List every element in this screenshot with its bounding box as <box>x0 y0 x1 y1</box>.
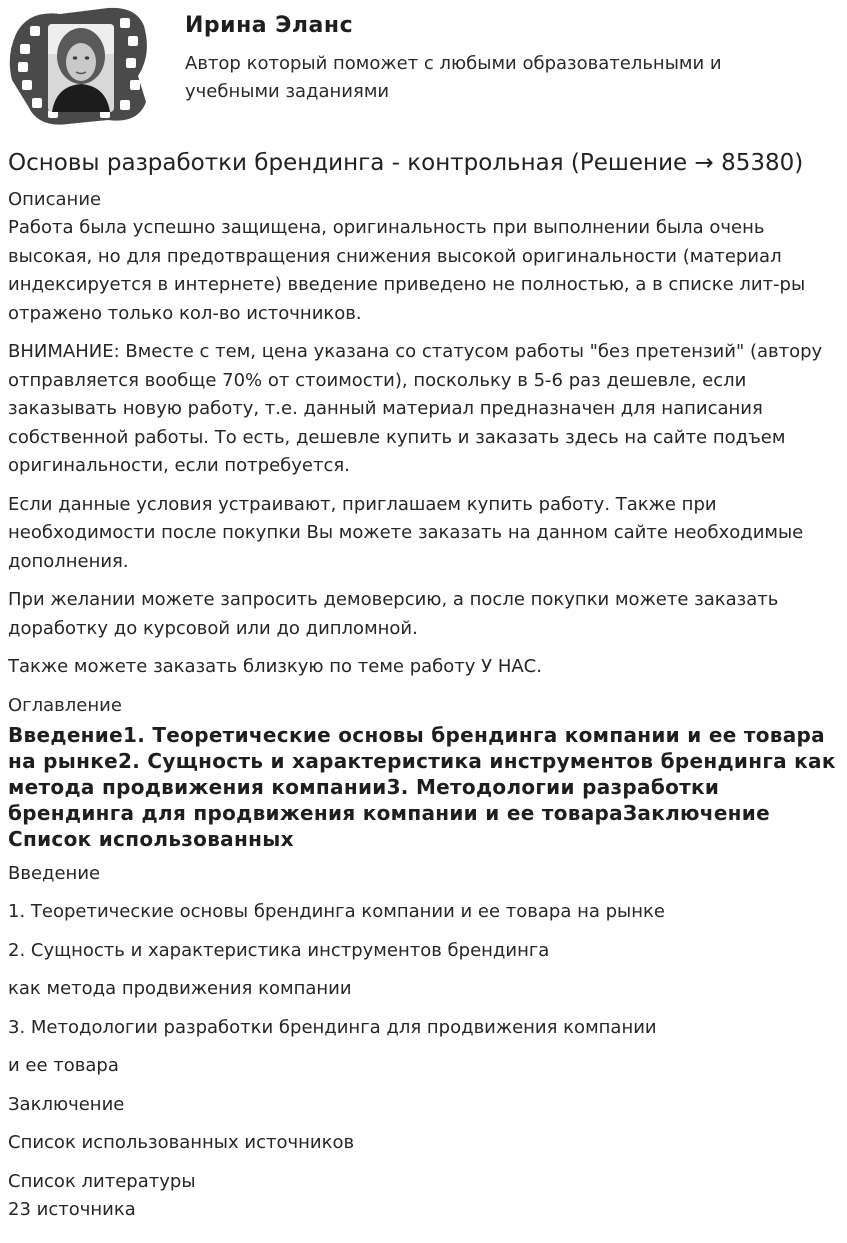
toc-item: 2. Сущность и характеристика инструментов брендинга <box>8 939 550 961</box>
literature-label: Список литературы <box>8 1170 196 1192</box>
author-name[interactable]: Ирина Эланс <box>185 13 354 38</box>
toc-item: Список использованных источников <box>8 1132 355 1153</box>
toc-label: Оглавление <box>8 694 122 716</box>
description-label: Описание <box>8 189 102 210</box>
description-paragraph: Работа была успешно защищена, оригинальность при выполнении была очень высокая, но для предотвращения снижения высокой оригинальности (материал индексируется в интернете) введение приведено не полностью, а в списке лит-ры отражено только кол-во источников. <box>8 217 806 324</box>
page-title: Основы разработки брендинга - контрольная (Решение → 85380) <box>8 150 804 176</box>
toc-item: как метода продвижения компании <box>8 978 352 999</box>
toc-item: 3. Методологии разработки брендинга для продвижения компании <box>8 1016 657 1038</box>
description-paragraph: Также можете заказать близкую по теме работу У НАС. <box>8 656 542 677</box>
author-block <box>0 0 847 130</box>
author-description: Автор который поможет с любыми образовательными и учебными заданиями <box>185 53 722 102</box>
description-paragraph: При желании можете запросить демоверсию, а после покупки можете заказать доработку до курсовой или до дипломной. <box>8 589 779 639</box>
toc-summary: Введение1. Теоретические основы брендинга компании и ее товара на рынке2. Сущность и характеристика инструментов брендинга как метода продвижения компании3. Методологии разработки брендинга для продвижения компании и ее товараЗаключение Список использованных <box>8 722 836 851</box>
toc-item: Заключение <box>8 1093 125 1115</box>
main-content <box>8 186 840 1224</box>
description-paragraph: ВНИМАНИЕ: Вместе с тем, цена указана со статусом работы "без претензий" (автору отправляется вообще 70% от стоимости), поскольку в 5-6 раз дешевле, если заказывать новую работу, т.е. данный материал предназначен для написания собственной работы. То есть, дешевле купить и заказать здесь на сайте подъем оригинальности, если потребуется. <box>8 341 823 476</box>
toc-item: Введение <box>8 862 101 884</box>
toc-item: и ее товара <box>8 1055 119 1076</box>
literature-count: 23 источника <box>8 1198 136 1220</box>
description-paragraph: Если данные условия устраивают, приглашаем купить работу. Также при необходимости после покупки Вы можете заказать на данном сайте необходимые дополнения. <box>8 493 804 572</box>
author-avatar[interactable] <box>8 6 150 126</box>
toc-item: 1. Теоретические основы брендинга компании и ее товара на рынке <box>8 901 665 922</box>
